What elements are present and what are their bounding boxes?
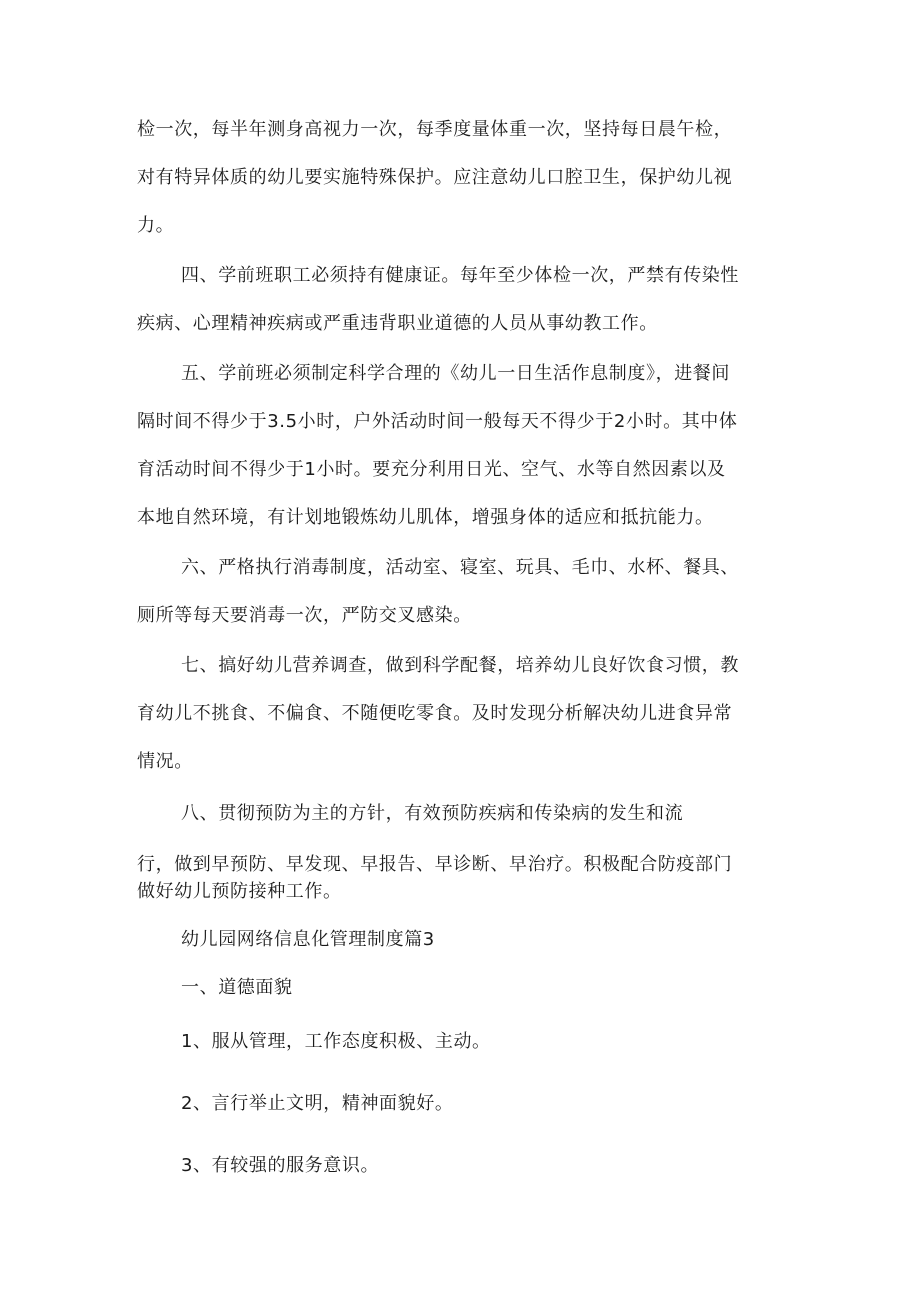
paragraph-line: 八、贯彻预防为主的方针，有效预防疾病和传染病的发生和流: [181, 803, 684, 824]
list-item: 3、有较强的服务意识。: [181, 1155, 380, 1176]
paragraph-line: 育活动时间不得少于1小时。要充分利用日光、空气、水等自然因素以及: [137, 459, 726, 480]
paragraph-line: 厕所等每天要消毒一次，严防交叉感染。: [137, 605, 472, 626]
paragraph-line: 四、学前班职工必须持有健康证。每年至少体检一次，严禁有传染性: [181, 265, 739, 286]
paragraph-line: 隔时间不得少于3.5小时，户外活动时间一般每天不得少于2小时。其中体: [137, 411, 738, 432]
paragraph-line: 六、严格执行消毒制度，活动室、寝室、玩具、毛巾、水杯、餐具、: [181, 557, 739, 578]
subsection-heading: 一、道德面貌: [181, 977, 293, 998]
paragraph-line: 疾病、心理精神疾病或严重违背职业道德的人员从事幼教工作。: [137, 313, 658, 334]
paragraph-line: 做好幼儿预防接种工作。: [137, 881, 342, 902]
paragraph-line: 检一次，每半年测身高视力一次，每季度量体重一次，坚持每日晨午检，: [137, 119, 733, 140]
list-item: 2、言行举止文明，精神面貌好。: [181, 1093, 454, 1114]
paragraph-line: 五、学前班必须制定科学合理的《幼儿一日生活作息制度》，进餐间: [181, 363, 730, 384]
paragraph-line: 对有特异体质的幼儿要实施特殊保护。应注意幼儿口腔卫生，保护幼儿视: [137, 167, 733, 188]
paragraph-line: 育幼儿不挑食、不偏食、不随便吃零食。及时发现分析解决幼儿进食异常: [137, 703, 733, 724]
paragraph-line: 力。: [137, 215, 175, 236]
paragraph-line: 本地自然环境，有计划地锻炼幼儿肌体，增强身体的适应和抵抗能力。: [137, 507, 714, 528]
section-heading: 幼儿园网络信息化管理制度篇3: [181, 929, 435, 950]
paragraph-line: 情况。: [137, 751, 193, 772]
list-item: 1、服从管理，工作态度积极、主动。: [181, 1031, 491, 1052]
paragraph-line: 七、搞好幼儿营养调查，做到科学配餐，培养幼儿良好饮食习惯，教: [181, 655, 739, 676]
paragraph-line: 行，做到早预防、早发现、早报告、早诊断、早治疗。积极配合防疫部门: [137, 854, 733, 875]
